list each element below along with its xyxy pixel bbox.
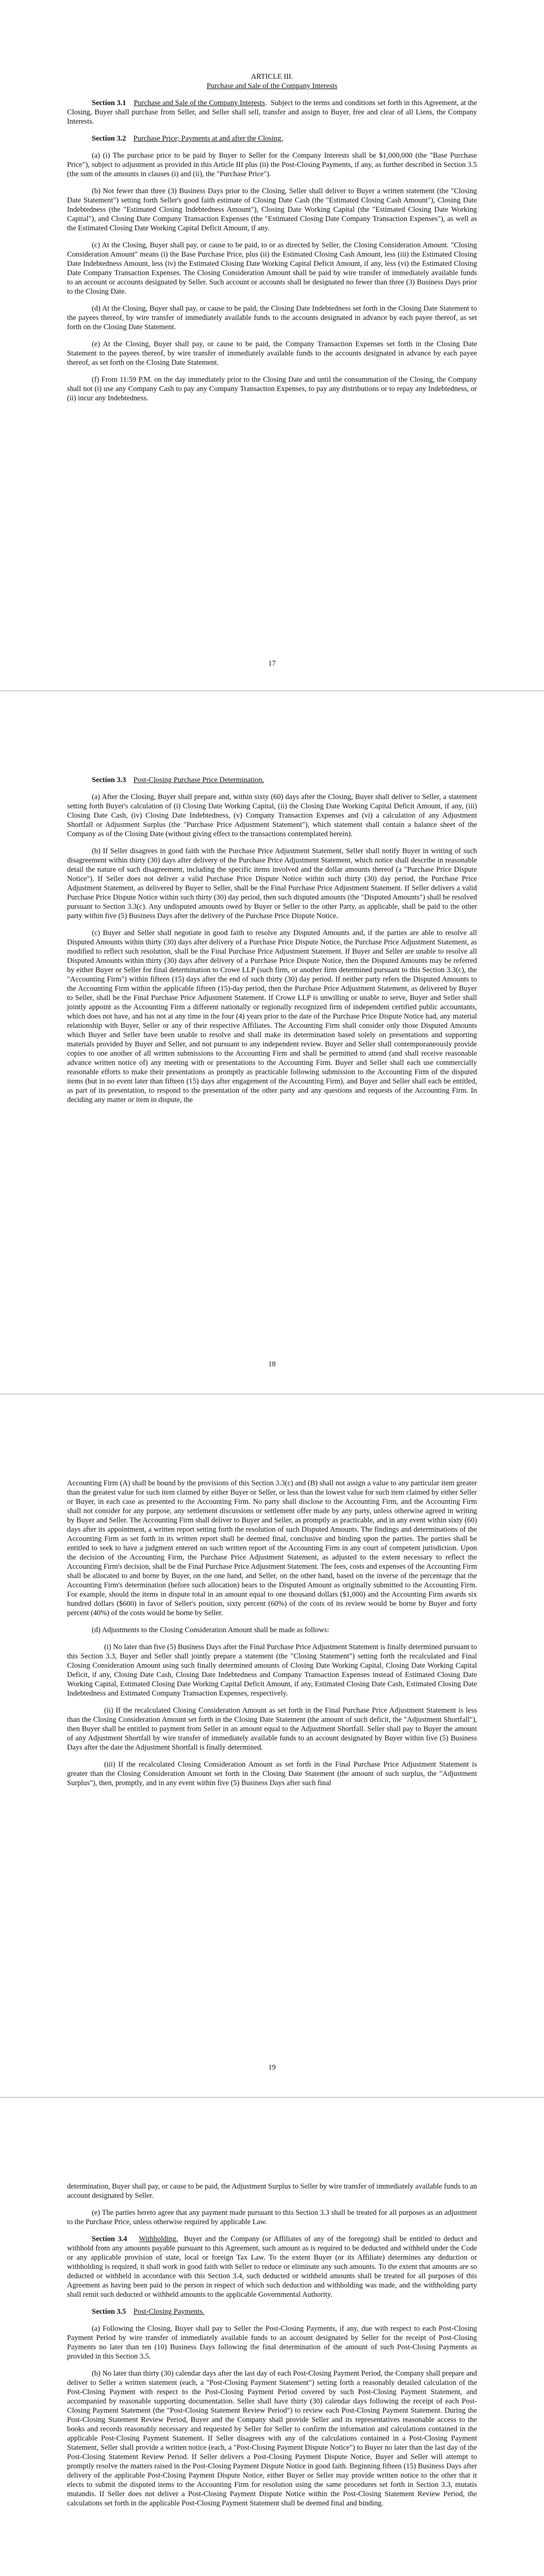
section-3-3-e: (e) The parties hereto agree that any payment made pursuant to this Section 3.3 shall be treated for all purposes as an adjustment to the Purchase Price, unless otherwise required by applicable Law. [67, 2209, 477, 2226]
section-3-3-d-ii: (ii) If the recalculated Closing Consideration Amount as set forth in the Final Purchase Price Adjustment Statement is less than the Closing Consideration Amount set forth in the Closing Date Statement (the amount of such deficit, the "Adjustment Shortfall"), then Buyer shall be entitled to payment from Seller in an amount equal to the Adjustment Shortfall. Seller shall pay to Buyer the amount of any Adjustment Shortfall by wire transfer of immediately available funds to an account designated by Buyer within five (5) Business Days after the date the Adjustment Shortfall is finally determined. [67, 1706, 477, 1752]
section-3-5-a: (a) Following the Closing, Buyer shall pay to Seller the Post-Closing Payments, if any, due with respect to each Post-Closing Payment Period by wire transfer of immediately available funds to an account designated by Seller for the receipt of Post-Closing Payments no later than ten (10) Business Days following the final determination of the amount of such Post-Closing Payments as provided in this Section 3.5. [67, 2325, 477, 2361]
section-3-3-a: (a) After the Closing, Buyer shall prepare and, within sixty (60) days after the Closing, Buyer shall deliver to Seller, a statement setting forth Buyer's calculation of (i) Closing Date Working Capital, (ii) the Closing Date Working Capital Deficit Amount, if any, (iii) Closing Date Cash, (iv) Closing Date Indebtedness, (v) Company Transaction Expenses and (vi) a calculation of any Adjustment Shortfall or Adjustment Surplus (the "Purchase Price Adjustment Statement"), which statement shall contain a balance sheet of the Company as of the Closing Date (without giving effect to the transactions contemplated herein). [67, 793, 477, 838]
page-separator [0, 690, 544, 691]
section-3-3-heading [67, 775, 477, 785]
section-3-1: Section 3.1 Purchase and Sale of the Company Interests. Subject to the terms and conditions set forth in this Agreement, at the Closing, Buyer shall purchase from Seller, and Seller shall sell, transfer and assign to Buyer, free and clear of all Liens, the Company Interests. [67, 99, 477, 126]
page-17 [0, 72, 544, 411]
section-3-3-c-continued: Accounting Firm (A) shall be bound by the provisions of this Section 3.3(c) and (B) shall not assign a value to any particular item greater than the greatest value for such item claimed by either Buyer or Seller, or less than the lowest value for such item claimed by either Seller or Buyer, in each case as presented to the Accounting Firm. No party shall disclose to the Accounting Firm, and the Accounting Firm shall not consider for any purpose, any settlement discussions or settlement offer made by any party, unless otherwise agreed in writing by Buyer and Seller. The Accounting Firm shall deliver to Buyer and Seller, as promptly as practicable, and in any event within sixty (60) days after its appointment, a written report setting forth the resolution of such Disputed Amounts. The findings and determinations of the Accounting Firm as set forth in its written report shall be deemed final, conclusive and binding upon the parties. The parties shall be entitled to seek to have a judgment entered on such written report of the Accounting Firm in any court of competent jurisdiction. Upon the decision of the Accounting Firm, the Purchase Price Adjustment Statement, as adjusted to the extent necessary to reflect the Accounting Firm's decision, shall be the Final Purchase Price Adjustment Statement. The fees, costs and expenses of the Accounting Firm shall be allocated to and borne by Buyer, on the one hand, and Seller, on the other hand, based on the inverse of the percentage that the Accounting Firm's determination (before such allocation) bears to the Disputed Amount as originally submitted to the Accounting Firm. For example, should the items in dispute total in an amount equal to one thousand dollars ($1,000) and the Accounting Firm awards six hundred dollars ($600) in favor of Seller's position, sixty percent (60%) of the costs of its review would be borne by Buyer and forty percent (40%) of the costs would be borne by Seller. [67, 1479, 477, 1617]
section-3-1-number: Section 3.1 [92, 99, 126, 107]
section-3-2-d: (d) At the Closing, Buyer shall pay, or cause to be paid, the Closing Date Indebtedness set forth in the Closing Date Statement to the payees thereof, by wire transfer of immediately available funds to the accounts designated in advance by each payee thereof, as set forth on the Closing Date Statement. [67, 304, 477, 331]
section-3-5-number: Section 3.5 [92, 2308, 126, 2316]
section-3-4-title: Withholding. [139, 2235, 178, 2243]
article-title: Purchase and Sale of the Company Interests [206, 82, 338, 90]
page-number-18: 18 [268, 1360, 276, 1368]
section-3-2-number: Section 3.2 [92, 134, 126, 143]
page-separator [0, 2097, 544, 2098]
page-number-19: 19 [268, 2063, 276, 2072]
page-20 [0, 2182, 544, 2516]
section-3-4 [67, 2234, 477, 2299]
section-3-2-f: (f) From 11:59 P.M. on the day immediately prior to the Closing Date and until the consummation of the Closing, the Company shall not (i) use any Company Cash to pay any Company Transaction Expenses, to pay any distributions or to repay any Indebtedness, or (ii) incur any Indebtedness. [67, 376, 477, 402]
article-number: ARTICLE III. [251, 73, 293, 81]
page-number-17: 17 [268, 659, 276, 668]
section-3-1-text: Subject to the terms and conditions set forth in this Agreement, at the Closing, Buyer shall purchase from Seller, and Seller shall sell, transfer and assign to Buyer, free and clear of all Liens, the Company Interests. [67, 99, 477, 126]
section-3-2-b: (b) Not fewer than three (3) Business Days prior to the Closing, Seller shall deliver to Buyer a written statement (the "Closing Date Statement") setting forth Seller's good faith estimate of Closing Date Cash (the "Estimated Closing Cash Amount"), Closing Date Indebtedness (the "Estimated Closing Indebtedness Amount"), Closing Date Working Capital (the "Estimated Closing Date Working Capital"), and Closing Date Company Transaction Expenses (the "Estimated Closing Date Company Transaction Expenses"), as well as the Estimated Closing Date Working Capital Deficit Amount, if any. [67, 187, 477, 232]
page-19 [0, 1479, 544, 1795]
section-3-3-d-iii: (iii) If the recalculated Closing Consideration Amount as set forth in the Final Purchase Price Adjustment Statement is greater than the Closing Consideration Amount set forth in the Closing Date Statement (the amount of such surplus, the "Adjustment Surplus"), then, promptly, and in any event within five (5) Business Days after such final [67, 1760, 477, 1787]
section-3-3-d-i: (i) No later than five (5) Business Days after the Final Purchase Price Adjustment Statement is finally determined pursuant to this Section 3.3, Buyer and Seller shall jointly prepare a statement (the "Closing Statement") setting forth the recalculated and Final Closing Consideration Amount using such finally determined amounts of Closing Date Working Capital, Closing Date Working Capital Deficit, if any, Closing Date Cash, Closing Date Indebtedness and Company Transaction Expenses instead of Estimated Closing Date Working Capital, Estimated Closing Date Working Capital Deficit Amount, if any, Estimated Closing Date Cash, Estimated Closing Date Indebtedness and Estimated Company Transaction Expenses, respectively. [67, 1643, 477, 1698]
section-3-3-c: (c) Buyer and Seller shall negotiate in good faith to resolve any Disputed Amounts and, if the parties are able to resolve all Disputed Amounts within thirty (30) days after delivery of a Purchase Price Dispute Notice, the Purchase Price Adjustment Statement, as modified to reflect such resolution, shall be the Final Purchase Price Adjustment Statement. If Buyer and Seller are unable to resolve all Disputed Amounts within thirty (30) days after delivery of a Purchase Price Dispute Notice, then the Disputed Amounts may be referred by either Buyer or Seller for final determination to Crowe LLP (such firm, or another firm determined pursuant to this Section 3.3(c), the "Accounting Firm") within fifteen (15) days after the end of such thirty (30) day period. If neither party refers the Disputed Amounts to the Accounting Firm within the applicable fifteen (15)-day period, then the Purchase Price Adjustment Statement, as delivered by Buyer to Seller, shall be the Final Purchase Price Adjustment Statement. If Crowe LLP is unwilling or unable to serve, Buyer and Seller shall jointly appoint as the Accounting Firm a different nationally or regionally recognized firm of independent certified public accountants, which does not have, and has not at any time in the four (4) years prior to the date of the Purchase Price Dispute Notice had, any material relationship with Buyer, Seller or any of their respective Affiliates. The Accounting Firm shall consider only those Disputed Amounts which Buyer and Seller have been unable to resolve and shall make its determination based solely on presentations and supporting materials provided by Buyer and Seller, and not pursuant to any independent review. Buyer and Seller shall contemporaneously provide copies to one another of all written submissions to the Accounting Firm and shall be permitted to attend (and shall receive reasonable advance written notice of) any meeting with or presentations to the Accounting Firm. Buyer and Seller shall each use commercially reasonable efforts to make their presentations as promptly as practicable following submission to the Accounting Firm of the disputed items (but in no event later than fifteen (15) days after engagement of the Accounting Firm), and Buyer and Seller shall each be entitled, as part of its presentation, to respond to the presentation of the other party and any questions and requests of the Accounting Firm. In deciding any matter or item in dispute, the [67, 929, 477, 1104]
page-18 [0, 775, 544, 1112]
section-3-2-c: (c) At the Closing, Buyer shall pay, or cause to be paid, to or as directed by Seller, the Closing Consideration Amount. "Closing Consideration Amount" means (i) the Base Purchase Price, plus (ii) the Estimated Closing Cash Amount, less (iii) the Estimated Closing Date Indebtedness Amount, less (iv) the Estimated Closing Date Working Capital Deficit Amount, if any, less (vi) the Estimated Closing Date Company Transaction Expenses. The Closing Consideration Amount shall be paid by wire transfer of immediately available funds to an account or accounts designated by Seller. Such account or accounts shall be designated no fewer than three (3) Business Days prior to the Closing Date. [67, 241, 477, 296]
section-3-2-e: (e) At the Closing, Buyer shall pay, or cause to be paid, the Company Transaction Expenses set forth in the Closing Date Statement to the payees thereof, by wire transfer of immediately available funds to the accounts designated in advance by each payee thereof, as set forth on the Closing Date Statement. [67, 340, 477, 367]
section-3-1-title: Purchase and Sale of the Company Interests [134, 99, 265, 107]
page-separator [0, 1394, 544, 1395]
section-3-2-title: Purchase Price; Payments at and after the Closing. [133, 134, 283, 143]
section-3-4-number: Section 3.4 [92, 2235, 127, 2243]
section-3-2-a: (a) (i) The purchase price to be paid by Buyer to Seller for the Company Interests shall be $1,000,000 (the "Base Purchase Price"), subject to adjustment as provided in this Article III plus (ii) the Post-Closing Payments, if any, as further described in Section 3.5 (the sum of the amounts in clauses (i) and (ii), the "Purchase Price"). [67, 151, 477, 178]
section-3-5-heading [67, 2307, 477, 2316]
section-3-5-b: (b) No later than thirty (30) calendar days after the last day of each Post-Closing Payment Period, the Company shall prepare and deliver to Seller a written statement (each, a "Post-Closing Payment Statement") setting forth a reasonably detailed calculation of the Post-Closing Payment with respect to the Post-Closing Payment Period covered by such Post-Closing Payment Statement, and accompanied by reasonable supporting documentation. Seller shall have thirty (30) calendar days following the receipt of each Post-Closing Payment Statement (the "Post-Closing Statement Review Period") to review each Post-Closing Payment Statement. During the Post-Closing Statement Review Period, Buyer and the Company shall provide Seller and its representatives reasonable access to the books and records reasonably necessary and requested by Seller for Seller to confirm the information and calculations contained in the applicable Post-Closing Payment Statement. If Seller disagrees with any of the calculations contained in a Post-Closing Payment Statement, Seller shall provide a written notice (each, a "Post-Closing Payment Dispute Notice") to Buyer no later than the last day of the Post-Closing Statement Review Period. If Seller delivers a Post-Closing Payment Dispute Notice, Buyer and Seller will attempt to promptly resolve the matters raised in the Post-Closing Payment Dispute Notice in good faith. Beginning fifteen (15) Business Days after delivery of the applicable Post-Closing Payment Dispute Notice, either Buyer or Seller may provide written notice to the other that it elects to submit the disputed items to the Accounting Firm for resolution using the same procedures set forth in Section 3.3, mutatis mutandis. If Seller does not deliver a Post-Closing Payment Dispute Notice within the Post-Closing Statement Review Period, the calculations set forth in the applicable Post-Closing Payment Statement shall be deemed final and binding. [67, 2369, 477, 2507]
section-3-3-title: Post-Closing Purchase Price Determination. [133, 776, 265, 784]
section-3-4-text: Buyer and the Company (or Affiliates of any of the foregoing) shall be entitled to deduct and withhold from any amounts payable pursuant to this Agreement, such amount as is required to be deducted and withheld under the Code or any applicable provision of state, local or foreign Tax Law. To the extent Buyer (or its Affiliate) determines any deduction or withholding is required, it shall work in good faith with Seller to reduce or eliminate any such amounts. To the extent that amounts are so deducted or withheld in accordance with this Section 3.4, such deducted or withheld amounts shall be treated for all purposes of this Agreement as having been paid to the person in respect of which such deduction and withholding was made, and the withholding party shall remit such deducted or withheld amounts to the applicable Governmental Authority. [67, 2235, 477, 2299]
section-3-3-d-iii-continued: determination, Buyer shall pay, or cause to be paid, the Adjustment Surplus to Seller by wire transfer of immediately available funds to an account designated by Seller. [67, 2182, 477, 2200]
section-3-5-title: Post-Closing Payments. [133, 2308, 205, 2316]
section-3-2-heading [67, 134, 477, 143]
section-3-3-number: Section 3.3 [92, 776, 126, 784]
section-3-3-b: (b) If Seller disagrees in good faith with the Purchase Price Adjustment Statement, Seller shall notify Buyer in writing of such disagreement within thirty (30) days after delivery of the Purchase Price Adjustment Statement, which notice shall describe in reasonable detail the nature of such disagreement, including the specific items involved and the dollar amounts thereof (a "Purchase Price Dispute Notice"). If Seller does not deliver a valid Purchase Price Dispute Notice within such thirty (30) day period, the Purchase Price Adjustment Statement, as delivered by Buyer to Seller, shall be the Final Purchase Price Adjustment Statement. If Seller delivers a valid Purchase Price Dispute Notice within such thirty (30) day period, then such disputed amounts (the "Disputed Amounts") shall be resolved pursuant to Section 3.3(c). Any undisputed amounts owed by Buyer or Seller to the other Party, as applicable, shall be paid to the other party within five (5) Business Days after the delivery of the Purchase Price Dispute Notice. [67, 847, 477, 920]
section-3-3-d: (d) Adjustments to the Closing Consideration Amount shall be made as follows: [92, 1626, 329, 1634]
